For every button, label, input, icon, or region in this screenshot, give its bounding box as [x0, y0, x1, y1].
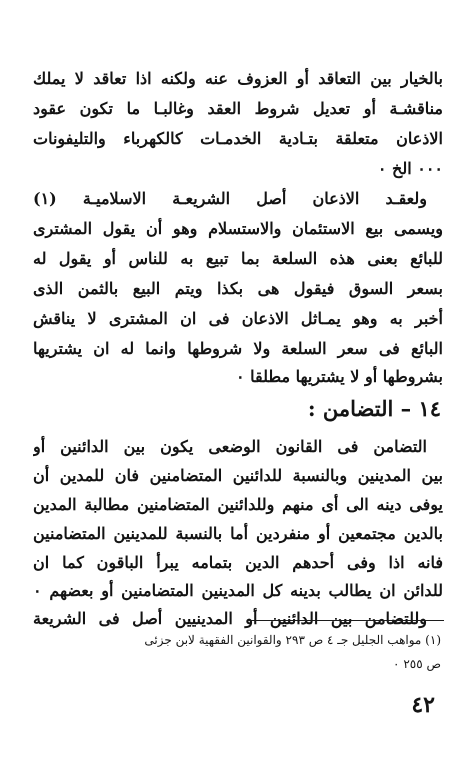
paragraph-2-line: أخبر به وهو يمـاثل الاذعان فى ان المشترى لا يناقش [33, 309, 443, 328]
paragraph-1-line: ٠٠٠ الخ ٠ [377, 159, 443, 178]
footnote-divider [248, 620, 444, 621]
paragraph-2-line: البائع فى سعر السلعة ولا شروطها وانما له ان يشتريها [33, 339, 443, 358]
paragraph-1-line: الاذعان متعلقة بتـادية الخدمـات كالكهرباء والتليفونات [33, 129, 443, 148]
paragraph-3-line: بالدين مجتمعين أو منفردين أما بالنسبة للمدينين المتضامنين [33, 524, 443, 543]
paragraph-1-line: مناقشـة أو تعديل شروط العقد وغالبـا ما تكون عقود [33, 99, 443, 118]
paragraph-2-line: بسعر السوق فيقول هى بكذا ويتم البيع بالثمن الذى [33, 279, 443, 298]
paragraph-3-line: يوفى دينه الى أى منهم وللدائنين المتضامنين مطالبة المدين [33, 495, 443, 514]
page-number: ٤٢ [411, 692, 435, 718]
paragraph-3-line: التضامن فى القانون الوضعى يكون بين الدائنين أو [33, 437, 427, 456]
paragraph-2-line: ويسمى بيع الاستئمان والاستسلام وهو أن يقول المشترى [33, 219, 443, 238]
paragraph-1-line: بالخيار بين التعاقد أو العزوف عنه ولكنه اذا تعاقد لا يملك [33, 69, 443, 88]
paragraph-2-line: ولعقـد الاذعان أصل الشريعـة الاسلاميـة (١) [33, 189, 427, 208]
paragraph-3-line: وللتضامن بين الدائنين أو المدينيين أصل فى الشريعة [33, 609, 427, 628]
paragraph-2-line: بشروطها أو لا يشتريها مطلقا ٠ [235, 367, 443, 386]
paragraph-3-line: للدائن ان يطالب بدينه كل المدينين المتضامنين أو بعضهم ٠ [33, 581, 443, 600]
section-heading: ١٤ – التضامن : [307, 396, 441, 421]
paragraph-3-line: بين المدينين وبالنسبة للدائنين المتضامنين فان للمدين أن [33, 466, 443, 485]
footnote-line: ص ٢٥٥ ٠ [393, 657, 441, 671]
paragraph-2-line: للبائع بعنى هذه السلعة بما تبيع به للناس أو يقول له [33, 249, 443, 268]
footnote-line: (١) مواهب الجليل جـ ٤ ص ٢٩٣ والقوانين الفقهية لابن جزئى [144, 633, 441, 647]
paragraph-3-line: فانه اذا وفى أحدهم الدين بتمامه يبرأ الباقون كما ان [33, 553, 443, 572]
